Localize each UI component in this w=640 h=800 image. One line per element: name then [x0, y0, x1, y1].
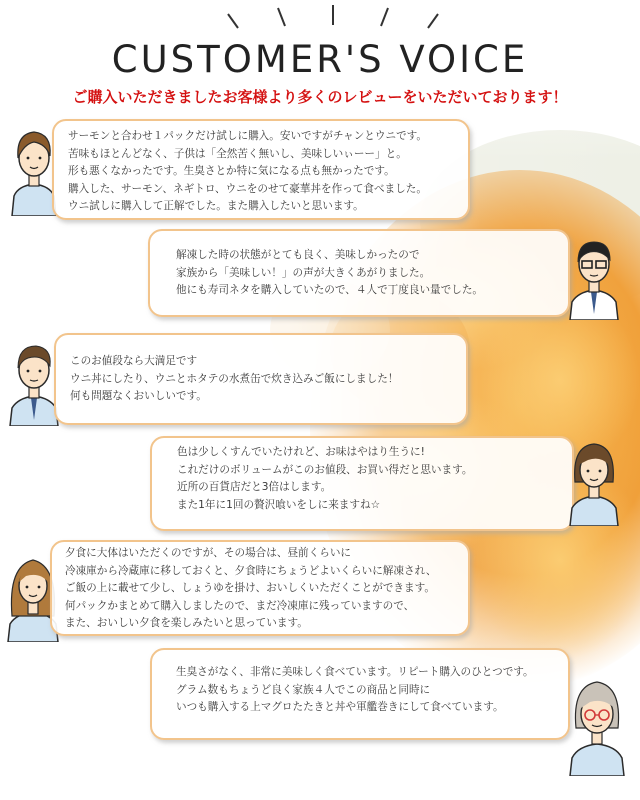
decorative-rays-icon — [0, 0, 640, 40]
review-line: いつも購入する上マグロたたきと丼や軍艦巻きにして食べています。 — [176, 701, 504, 714]
review-line: また1年に1回の贅沢喰いをしに来ますね☆ — [177, 498, 381, 511]
review-bubble-2 — [148, 229, 570, 317]
avatar-man-glasses-icon — [566, 228, 622, 318]
review-line: 苦味もほとんどなく、子供は「全然苦く無いし、美味しいぃーー」と。 — [68, 147, 407, 160]
review-line: グラム数もちょうど良く家族４人でこの商品と同時に — [176, 683, 431, 696]
avatar-woman-bob-icon — [566, 430, 622, 520]
review-bubble-5 — [50, 540, 470, 636]
review-bubble-3 — [54, 333, 468, 425]
review-line: これだけのボリュームがこのお値段、お買い得だと思います。 — [177, 463, 473, 476]
review-line: 夕食に大体はいただくのですが、その場合は、昼前くらいに — [65, 547, 352, 559]
review-line: 冷凍庫から冷蔵庫に移しておくと、夕食時にちょうどよいくらいに解凍され、 — [65, 564, 437, 577]
review-bubble-4 — [150, 436, 574, 531]
review-bubble-6 — [150, 648, 570, 740]
review-line: ウニ試しに購入して正解でした。また購入したいと思います。 — [68, 200, 364, 213]
avatar-older-woman-glasses-icon — [564, 670, 630, 776]
review-line: 家族から「美味しい！」の声が大きくあがりました。 — [176, 266, 431, 279]
review-line: 購入した、サーモン、ネギトロ、ウニをのせて豪華丼を作って食べました。 — [68, 182, 427, 195]
review-line: 近所の百貨店だと3倍はします。 — [177, 481, 332, 494]
review-line: サーモンと合わせ１パックだけ試しに購入。安いですがチャンとウニです。 — [68, 130, 428, 142]
review-bubble-1 — [52, 119, 470, 220]
review-line: 解凍した時の状態がとても良く、美味しかったので — [176, 249, 420, 261]
page-subtitle: ご購入いただきましたお客様より多くのレビューをいただいております！ — [72, 88, 568, 106]
review-line: ご飯の上に載せて少し、しょうゆを掛け、おいしくいただくことができます。 — [65, 582, 435, 595]
review-line: 生臭さがなく、非常に美味しく食べています。リピート購入のひとつです。 — [176, 666, 534, 678]
review-line: 色は少しくすんでいたけれど、お味はやはり生うに! — [177, 446, 425, 458]
review-line: このお値段なら大満足です — [70, 355, 198, 367]
header — [0, 0, 640, 110]
page-title: CUSTOMER'S VOICE — [111, 38, 529, 81]
review-line: 何も問題なくおいしいです。 — [70, 390, 207, 403]
review-line: ウニ丼にしたり、ウニとホタテの水煮缶で炊き込みご飯にしました！ — [70, 372, 399, 385]
review-line: 形も悪くなかったです。生臭さとか特に気になる点も無かったです。 — [68, 165, 395, 178]
review-line: 他にも寿司ネタを購入していたので、４人で丁度良い量でした。 — [176, 284, 484, 297]
review-line: また、おいしい夕食を楽しみたいと思っています。 — [65, 617, 308, 630]
review-line: 何パックかまとめて購入しましたので、まだ冷凍庫に残っていますので、 — [65, 599, 415, 612]
